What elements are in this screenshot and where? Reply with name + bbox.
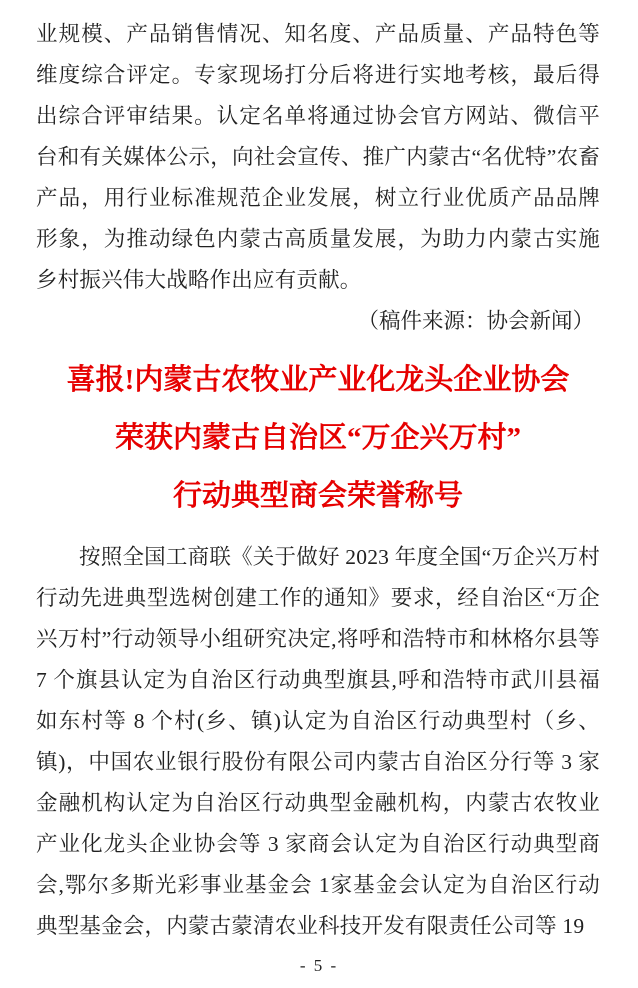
article-title-line-1: 喜报!内蒙古农牧业产业化龙头企业协会 <box>66 364 570 396</box>
article-title-line-3: 行动典型商会荣誉称号 <box>172 480 463 512</box>
page-number: - 5 - <box>299 956 339 975</box>
paragraph-continuation: 业规模、产品销售情况、知名度、产品质量、产品特色等维度综合评定。专家现场打分后将进行实地考核，最后得出综合评审结果。认定名单将通过协会官方网站、微信平台和有关媒体公示，向社会宣传、推广内蒙古“名优特”农畜产品，用行业标准规范企业发展，树立行业优质产品品牌形象，为推动绿色内蒙古高质量发展，为助力内蒙古实施乡村振兴伟大战略作出应有贡献。 <box>36 22 600 292</box>
source-attribution: （稿件来源：协会新闻） <box>357 309 594 333</box>
article-body-paragraph: 按照全国工商联《关于做好 2023 年度全国“万企兴万村行动先进典型选树创建工作的通知》要求，经自治区“万企兴万村”行动领导小组研究决定,将呼和浩特市和林格尔县等 7 个旗县认定为自治区行动典型旗县,呼和浩特市武川县福如东村等 8 个村(乡、镇)认定为自治区行动典型村（乡、镇)，中国农业银行股份有限公司内蒙古自治区分行等 3 家金融机构认定为自治区行动典型金融机构，内蒙古农牧业产业化龙头企业协会等 3 家商会认定为自治区行动典型商会,鄂尔多斯光彩事业基金会 1家基金会认定为自治区行动典型基金会，内蒙古蒙清农业科技开发有限责任公司等 19 <box>36 545 600 938</box>
article-title-line-2: 荣获内蒙古自治区“万企兴万村” <box>114 422 521 454</box>
article-title <box>36 351 600 525</box>
